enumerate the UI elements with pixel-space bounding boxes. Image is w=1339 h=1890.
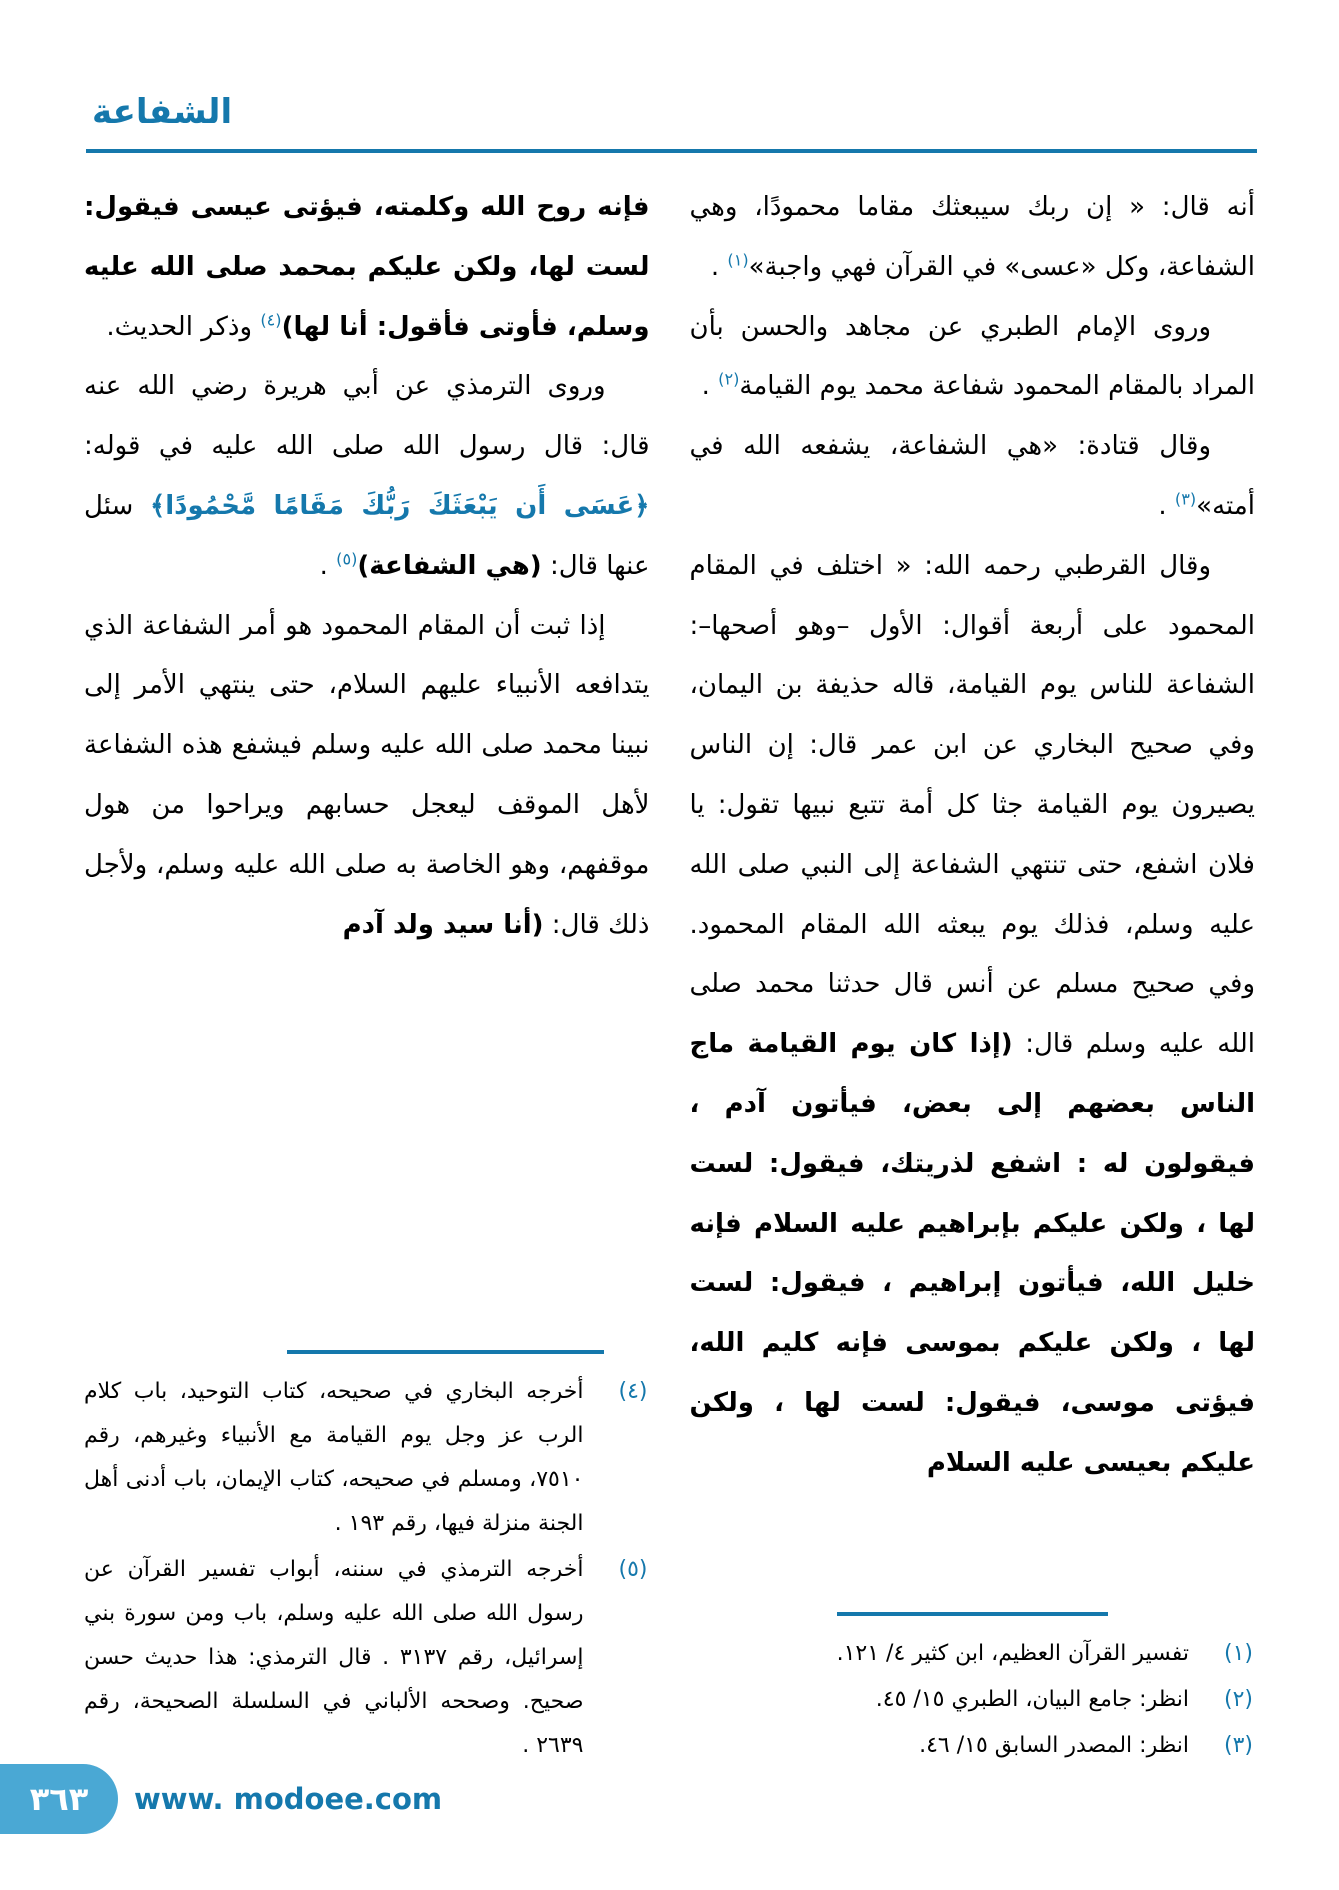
body-text: . <box>319 550 337 581</box>
footnote-ref-3: (٣) <box>1174 489 1197 509</box>
quran-verse: ﴿عَسَى أَن يَبْعَثَكَ رَبُّكَ مَقَامًا مَّحْمُودًا﴾ <box>150 490 650 521</box>
footnotes-left <box>84 1350 650 1770</box>
paragraph <box>690 178 1256 298</box>
paragraph <box>690 417 1256 537</box>
footnote-number: (١) <box>1223 1641 1253 1666</box>
column-left <box>84 178 650 1770</box>
paragraph <box>690 537 1256 1494</box>
footnote-ref-2: (٢) <box>718 369 740 389</box>
page-number: ٣٦٣ <box>29 1780 89 1818</box>
footnote-4 <box>84 1370 650 1546</box>
body-text: . <box>1158 490 1175 521</box>
footnote-number: (٥) <box>618 1557 648 1582</box>
body-text: سئل عنها قال: <box>84 490 650 581</box>
page-title: الشفاعة <box>92 92 233 132</box>
body-text: إذا ثبت أن المقام المحمود هو أمر الشفاعة الذي يتدافعه الأنبياء عليهم السلام، حتى ينتهي الأمر إلى نبينا محمد صلى الله عليه وسلم فيشفع هذه الشفاعة لأهل الموقف ليعجل حسابهم ويراحوا من هول موقفهم، وهو الخاصة به صلى الله عليه وسلم، ولأجل ذلك قال: <box>84 610 650 940</box>
column-right <box>690 178 1256 1770</box>
footnote-text: انظر: جامع البيان، الطبري ١٥/ ٤٥. <box>875 1687 1189 1712</box>
footnote-text: أخرجه البخاري في صحيحه، كتاب التوحيد، باب كلام الرب عز وجل يوم القيامة مع الأنبياء وغيرهم، رقم ٧٥١٠، ومسلم في صحيحه، كتاب الإيمان، باب أدنى أهل الجنة منزلة فيها، رقم ١٩٣ . <box>84 1379 584 1536</box>
paragraph <box>690 298 1256 418</box>
footnote-separator <box>287 1350 604 1354</box>
paragraph <box>84 357 650 596</box>
footnote-number: (٤) <box>618 1379 648 1404</box>
body-text: أنه قال: « إن ربك سيبعثك مقاما محمودًا، وهي الشفاعة، وكل «عسى» في القرآن فهي واجبة» <box>689 192 1255 282</box>
two-column-body <box>84 178 1255 1770</box>
page-number-badge <box>0 1764 118 1834</box>
footnote-1 <box>690 1632 1256 1676</box>
footnote-text: أخرجه الترمذي في سننه، أبواب تفسير القرآن عن رسول الله صلى الله عليه وسلم، باب ومن سورة بني إسرائيل، رقم ٣١٣٧ . قال الترمذي: هذا حديث حسن صحيح. وصححه الألباني في السلسلة الصحيحة، رقم ٢٦٣٩ . <box>84 1557 584 1758</box>
footnote-ref-1: (١) <box>727 250 749 270</box>
body-text: وروى الإمام الطبري عن مجاهد والحسن بأن المراد بالمقام المحمود شفاعة محمد يوم القيامة <box>689 311 1255 402</box>
hadith-quote-bold: (إذا كان يوم القيامة ماج الناس بعضهم إلى بعض، فيأتون آدم ، فيقولون له : اشفع لذريتك، فيقول: لست لها ، ولكن عليكم بإبراهيم عليه السلام فإنه خليل الله، فيأتون إبراهيم ، فيقول: لست لها ، ولكن عليكم بموسى فإنه كليم الله، فيؤتى موسى، فيقول: لست لها ، ولكن عليكم بعيسى عليه السلام <box>689 1029 1255 1478</box>
footnote-number: (٣) <box>1223 1733 1253 1758</box>
hadith-quote-bold: (أنا سيد ولد آدم <box>342 909 544 940</box>
body-text: . <box>701 371 719 402</box>
hadith-quote-bold: (هي الشفاعة) <box>357 550 542 581</box>
footnote-3 <box>690 1724 1256 1768</box>
footnote-2 <box>690 1678 1256 1722</box>
footnotes-right <box>690 1612 1256 1770</box>
paragraph <box>84 178 650 357</box>
footnote-5 <box>84 1548 650 1768</box>
footnote-number: (٢) <box>1223 1687 1253 1712</box>
body-text: وقال القرطبي رحمه الله: « اختلف في المقام المحمود على أربعة أقوال: الأول –وهو أصحها–: الشفاعة للناس يوم القيامة، قاله حذيفة بن اليمان، وفي صحيح البخاري عن ابن عمر قال: إن الناس يصيرون يوم القيامة جثا كل أمة تتبع نبيها تقول: يا فلان اشفع، حتى تنتهي الشفاعة إلى النبي صلى الله عليه وسلم، فذلك يوم يبعثه الله المقام المحمود. وفي صحيح مسلم عن أنس قال حدثنا محمد صلى الله عليه وسلم قال: <box>689 550 1255 1060</box>
hadith-quote-bold: فإنه روح الله وكلمته، فيؤتى عيسى فيقول: لست لها، ولكن عليكم بمحمد صلى الله عليه وسلم، فأوتى فأقول: أنا لها) <box>84 192 650 342</box>
website-url: www. modoee.com <box>134 1782 443 1816</box>
header-divider <box>86 149 1257 153</box>
body-text: وروى الترمذي عن أبي هريرة رضي الله عنه قال: قال رسول الله صلى الله عليه في قوله: <box>84 371 650 462</box>
body-text: . <box>710 251 728 282</box>
footnote-ref-4: (٤) <box>260 309 282 329</box>
footnote-separator <box>837 1612 1108 1616</box>
body-text: وقال قتادة: «هي الشفاعة، يشفعه الله في أمته» <box>689 431 1255 521</box>
footnote-text: تفسير القرآن العظيم، ابن كثير ٤/ ١٢١. <box>836 1641 1189 1666</box>
footnote-ref-5: (٥) <box>336 549 358 569</box>
paragraph <box>84 597 650 956</box>
body-text: وذكر الحديث. <box>106 311 261 342</box>
footnote-text: انظر: المصدر السابق ١٥/ ٤٦. <box>919 1733 1189 1758</box>
